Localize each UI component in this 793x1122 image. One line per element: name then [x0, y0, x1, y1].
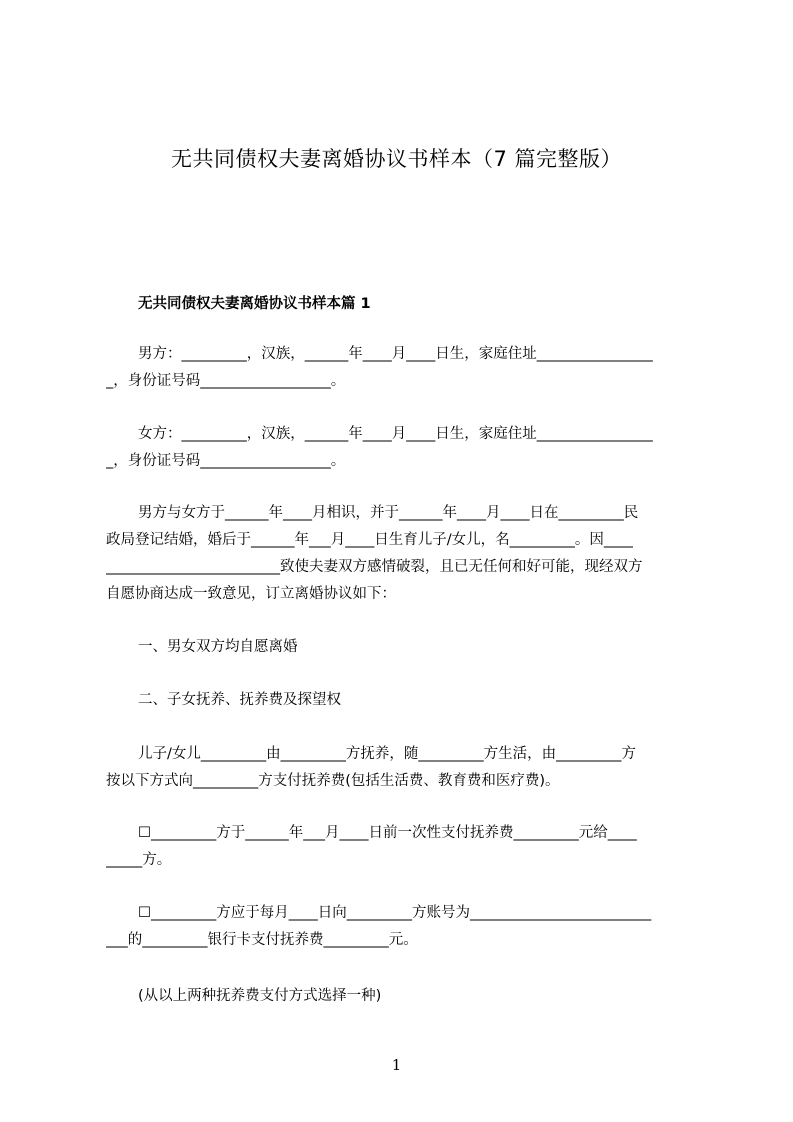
page-number: 1: [391, 1056, 402, 1074]
marriage-history-line-1: 男方与女方于______年____月相识，并于______年____月____日在_________民: [138, 505, 639, 521]
monthly-line-2: ___的_________银行卡支付抚养费_________元。: [106, 932, 418, 948]
clause-1-text: 一、男女双方均自愿离婚: [138, 639, 298, 655]
monthly-line-1: ☐_________方应于每月____日向_________方账号为_________________________: [138, 905, 652, 921]
custody-line-2: 按以下方式向_________方支付抚养费(包括生活费、教育费和医疗费)。: [106, 773, 560, 789]
marriage-history-line-4: 自愿协商达成一致意见，订立离婚协议如下：: [106, 586, 396, 602]
female-party-paragraph: [106, 421, 702, 475]
marriage-history-paragraph: [106, 500, 702, 608]
payment-choice-note: [106, 983, 702, 1010]
custody-line-1: 儿子/女儿_________由_________方抚养，随_________方生活，由_________方: [138, 746, 636, 762]
lump-sum-option: [106, 820, 702, 874]
section-title: 无共同债权夫妻离婚协议书样本篇 1: [138, 296, 371, 312]
clause-1: [106, 634, 702, 661]
payment-choice-text: (从以上两种抚养费支付方式选择一种): [138, 988, 382, 1004]
clause-2-text: 二、子女抚养、抚养费及探望权: [138, 692, 341, 708]
marriage-history-line-3: ________________________致使夫妻双方感情破裂，且已无任何和好可能，现经双方: [106, 559, 643, 575]
lump-sum-line-2: _____方。: [106, 852, 172, 868]
custody-paragraph: [106, 741, 702, 795]
clause-2: [106, 687, 702, 714]
document-title: 无共同债权夫妻离婚协议书样本（7 篇完整版）: [170, 147, 623, 171]
monthly-option: [106, 900, 702, 954]
male-party-line-1: 男方：_________，汉族，______年____月____日生，家庭住址________________: [138, 346, 653, 362]
marriage-history-line-2: 政局登记结婚，婚后于______年___月____日生育儿子/女儿，名_________。因____: [106, 532, 633, 548]
male-party-line-2: _，身份证号码__________________。: [106, 373, 346, 389]
lump-sum-line-1: ☐_________方于______年___月____日前一次性支付抚养费_________元给____: [138, 825, 637, 841]
male-party-paragraph: [106, 341, 702, 395]
female-party-line-2: _，身份证号码__________________。: [106, 453, 346, 469]
female-party-line-1: 女方：_________，汉族，______年____月____日生，家庭住址________________: [138, 426, 653, 442]
